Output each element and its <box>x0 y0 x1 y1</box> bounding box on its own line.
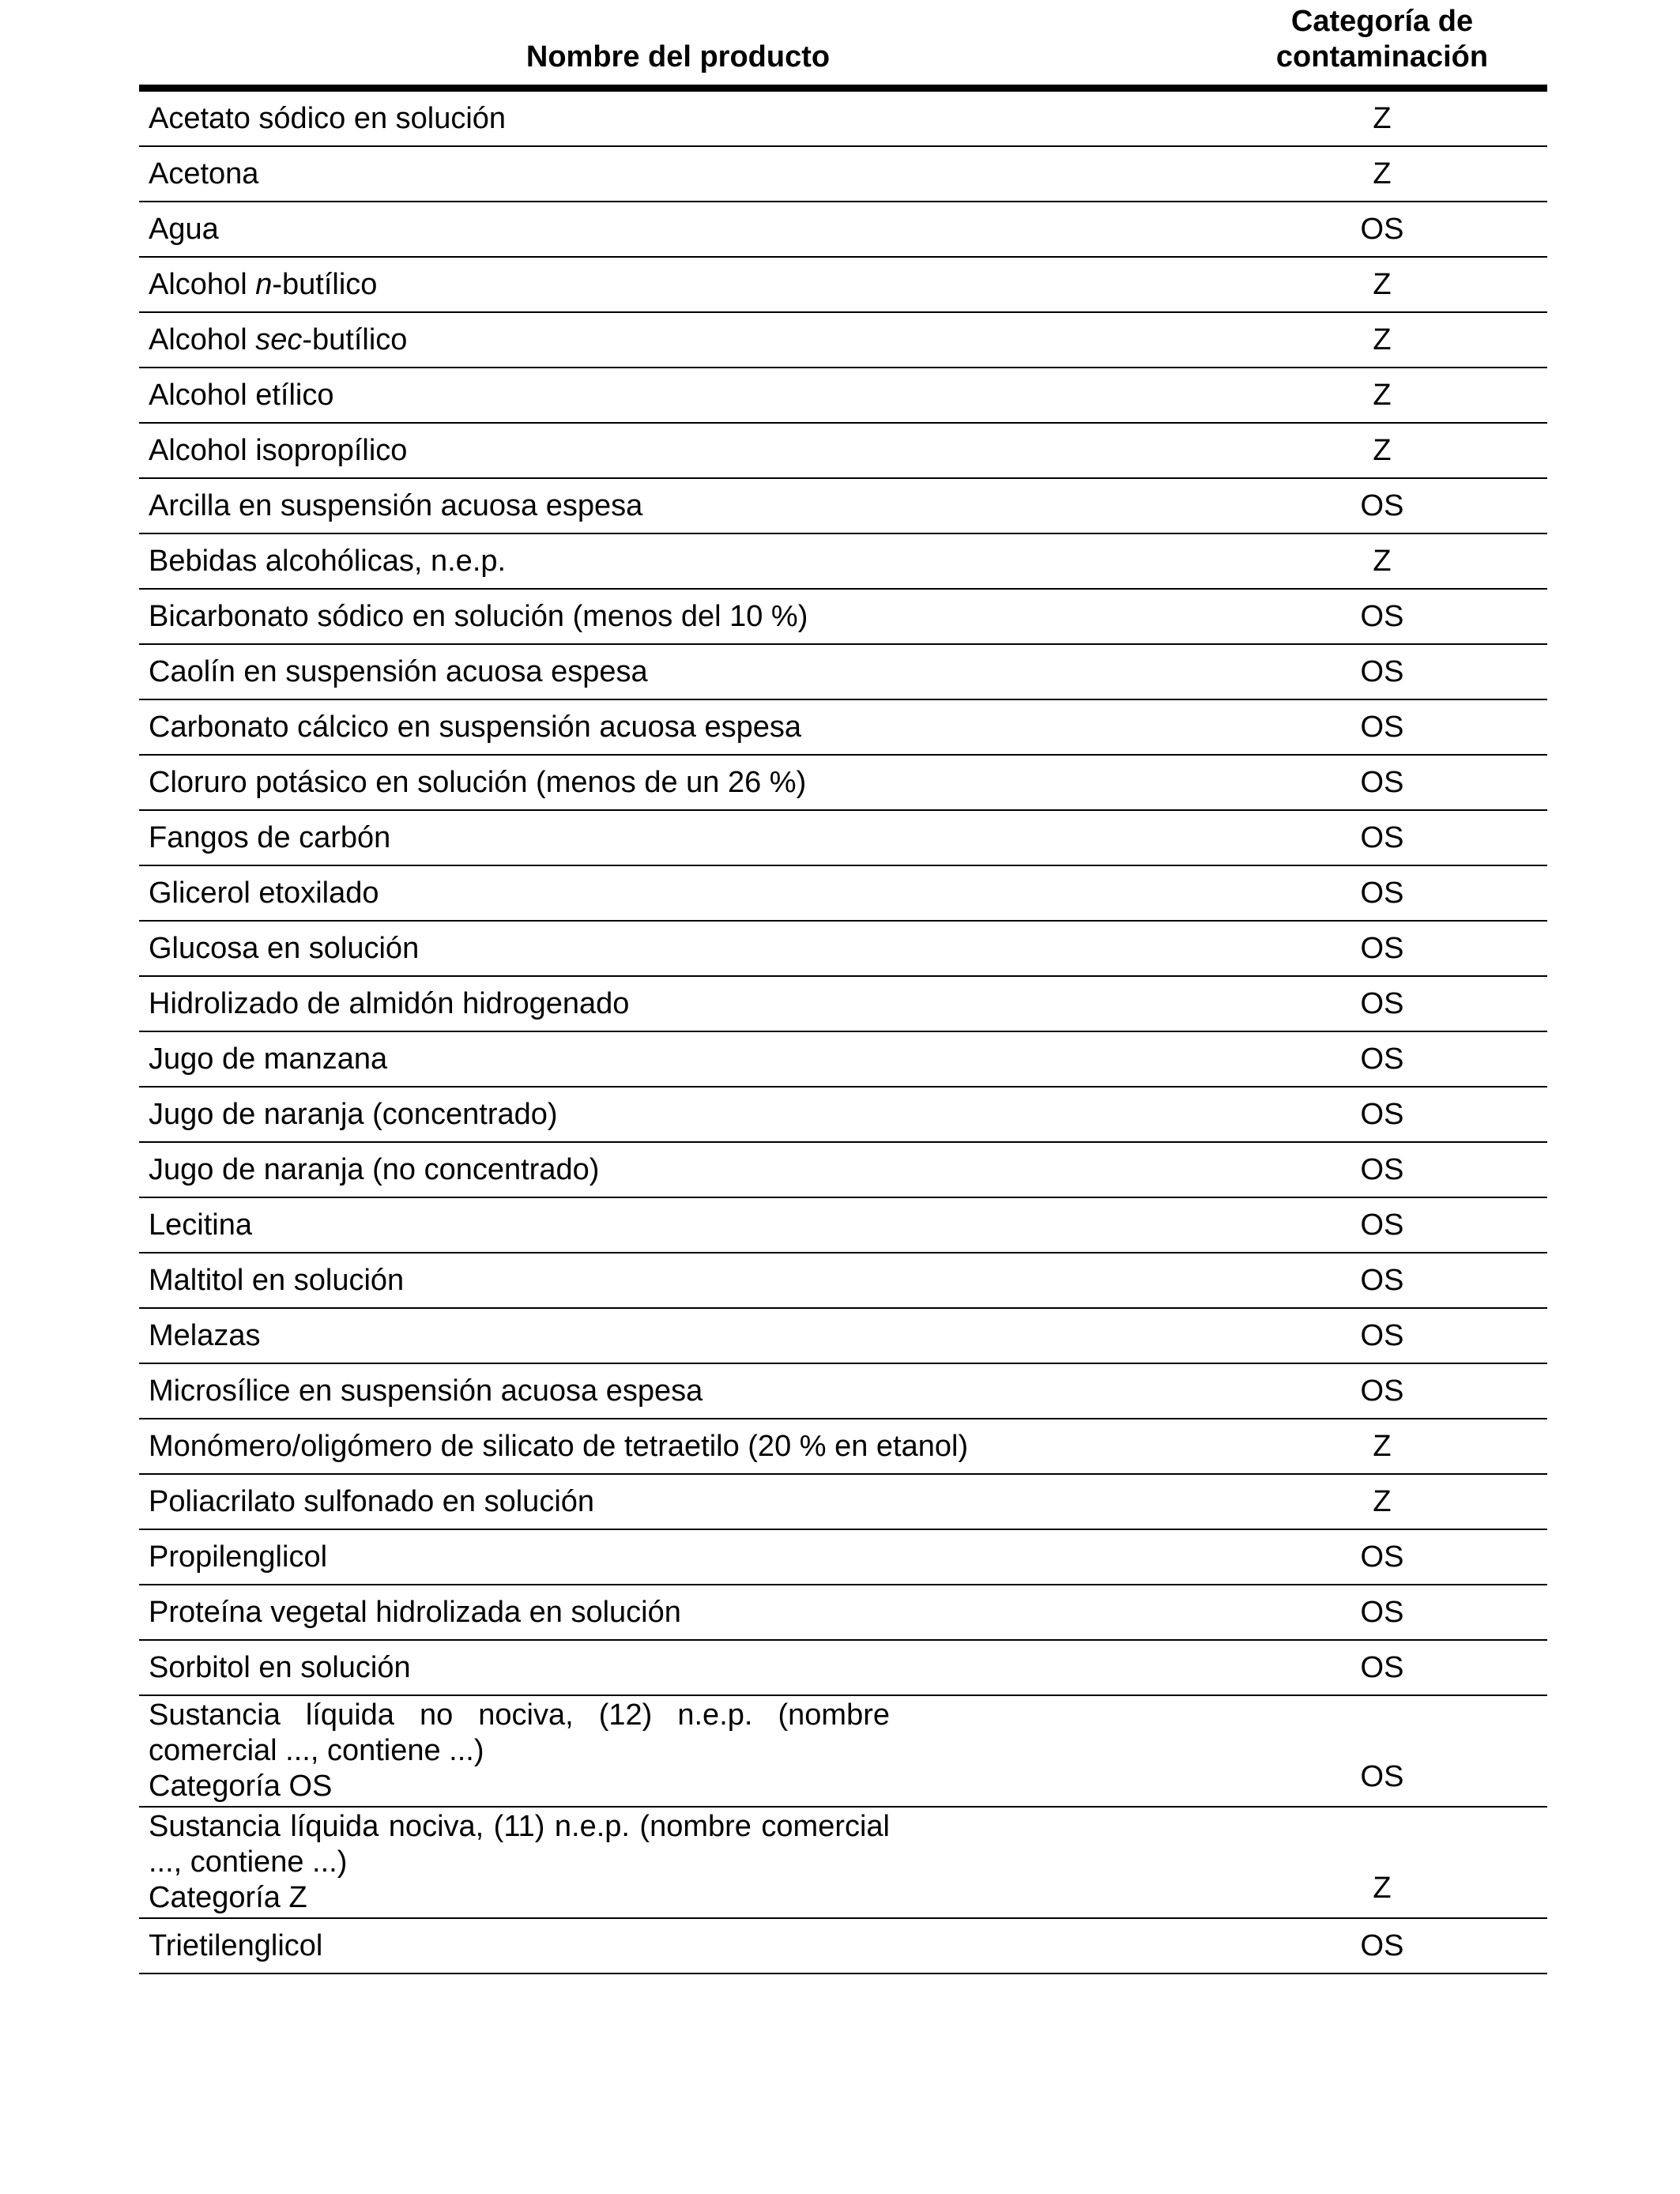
pollution-category: OS <box>1217 865 1547 921</box>
pollution-category: OS <box>1217 921 1547 976</box>
table-row <box>139 89 1547 147</box>
product-name-line2: Categoría OS <box>149 1770 333 1803</box>
product-name-italic: sec <box>255 322 303 356</box>
table-row <box>139 1031 1547 1087</box>
pollution-category: OS <box>1217 1087 1547 1142</box>
table-row <box>139 1197 1547 1253</box>
pollution-category: OS <box>1217 1695 1547 1807</box>
pollution-category: OS <box>1217 644 1547 699</box>
pollution-category: OS <box>1217 1918 1547 1973</box>
pollution-category: Z <box>1217 312 1547 368</box>
pollution-category: OS <box>1217 202 1547 257</box>
product-name-line1: Sustancia líquida no nociva, (12) n.e.p. (nombre comercial ..., contiene ...) <box>149 1698 890 1767</box>
table-row <box>139 1087 1547 1142</box>
table-row <box>139 1585 1547 1640</box>
product-name-line1: Sustancia líquida nociva, (11) n.e.p. (nombre comercial ..., contiene ...) <box>149 1810 890 1879</box>
table-row <box>139 589 1547 644</box>
product-name: Bicarbonato sódico en solución (menos del 10 %) <box>139 589 1217 644</box>
table-header <box>139 0 1547 89</box>
table-row <box>139 1308 1547 1363</box>
product-name: Fangos de carbón <box>139 810 1217 865</box>
product-name: Poliacrilato sulfonado en solución <box>139 1474 1217 1529</box>
table-row <box>139 146 1547 202</box>
table-row <box>139 533 1547 589</box>
product-name: Lecitina <box>139 1197 1217 1253</box>
product-name: Melazas <box>139 1308 1217 1363</box>
product-name <box>139 312 1217 368</box>
table-row <box>139 865 1547 921</box>
pollution-category: OS <box>1217 1529 1547 1585</box>
table-row <box>139 1253 1547 1308</box>
pollution-category: Z <box>1217 146 1547 202</box>
pollution-category: Z <box>1217 257 1547 312</box>
product-name: Glicerol etoxilado <box>139 865 1217 921</box>
product-name: Glucosa en solución <box>139 921 1217 976</box>
product-name: Jugo de naranja (no concentrado) <box>139 1142 1217 1197</box>
product-name: Arcilla en suspensión acuosa espesa <box>139 478 1217 533</box>
pollution-category: OS <box>1217 1197 1547 1253</box>
product-name <box>139 1807 1217 1918</box>
product-name-italic: n <box>255 267 273 301</box>
table-row <box>139 1529 1547 1585</box>
table-row <box>139 312 1547 368</box>
product-name: Jugo de naranja (concentrado) <box>139 1087 1217 1142</box>
product-name: Sorbitol en solución <box>139 1640 1217 1695</box>
product-name: Maltitol en solución <box>139 1253 1217 1308</box>
pollution-category: OS <box>1217 478 1547 533</box>
table-row <box>139 1640 1547 1695</box>
header-product-name: Nombre del producto <box>139 0 1217 89</box>
pollution-category: OS <box>1217 1253 1547 1308</box>
table-row <box>139 1918 1547 1973</box>
pollution-category: OS <box>1217 1363 1547 1419</box>
product-name: Monómero/oligómero de silicato de tetraetilo (20 % en etanol) <box>139 1419 1217 1474</box>
table-row <box>139 257 1547 312</box>
product-name: Proteína vegetal hidrolizada en solución <box>139 1585 1217 1640</box>
product-name <box>139 1695 1217 1807</box>
header-category-line1: Categoría de <box>1290 5 1474 38</box>
product-name <box>139 257 1217 312</box>
pollution-category: OS <box>1217 976 1547 1031</box>
pollution-category: Z <box>1217 368 1547 423</box>
pollution-category: Z <box>1217 89 1547 147</box>
table-row <box>139 368 1547 423</box>
product-name: Acetato sódico en solución <box>139 89 1217 147</box>
pollution-category: Z <box>1217 1474 1547 1529</box>
table-row <box>139 1419 1547 1474</box>
pollution-category: OS <box>1217 810 1547 865</box>
table-row <box>139 1807 1547 1918</box>
table-row <box>139 1363 1547 1419</box>
table-row <box>139 202 1547 257</box>
pollution-category: Z <box>1217 1419 1547 1474</box>
product-name: Microsílice en suspensión acuosa espesa <box>139 1363 1217 1419</box>
product-name-line2: Categoría Z <box>149 1881 307 1914</box>
pollution-category: OS <box>1217 1142 1547 1197</box>
product-name: Carbonato cálcico en suspensión acuosa espesa <box>139 699 1217 755</box>
table-row <box>139 921 1547 976</box>
table-row <box>139 976 1547 1031</box>
product-name: Caolín en suspensión acuosa espesa <box>139 644 1217 699</box>
table-row <box>139 699 1547 755</box>
pollution-category: OS <box>1217 699 1547 755</box>
product-name: Cloruro potásico en solución (menos de un 26 %) <box>139 755 1217 810</box>
table-row <box>139 478 1547 533</box>
product-name-suffix: -butílico <box>272 267 378 301</box>
product-name: Acetona <box>139 146 1217 202</box>
pollution-category: Z <box>1217 423 1547 478</box>
product-name: Alcohol etílico <box>139 368 1217 423</box>
product-name: Trietilenglicol <box>139 1918 1217 1973</box>
header-row <box>139 0 1547 89</box>
product-name-suffix: -butílico <box>302 322 408 356</box>
pollution-category: OS <box>1217 1585 1547 1640</box>
product-name-prefix: Alcohol <box>149 322 256 356</box>
table-row <box>139 644 1547 699</box>
table-row <box>139 1695 1547 1807</box>
header-pollution-category <box>1217 0 1547 89</box>
product-name: Alcohol isopropílico <box>139 423 1217 478</box>
table-row <box>139 755 1547 810</box>
product-name: Jugo de manzana <box>139 1031 1217 1087</box>
table-row <box>139 423 1547 478</box>
table-row <box>139 1142 1547 1197</box>
table-body <box>139 89 1547 1974</box>
pollution-category: OS <box>1217 1308 1547 1363</box>
product-name-prefix: Alcohol <box>149 267 256 301</box>
pollution-category: OS <box>1217 755 1547 810</box>
product-name: Agua <box>139 202 1217 257</box>
pollution-category: OS <box>1217 1031 1547 1087</box>
pollution-category: OS <box>1217 1640 1547 1695</box>
pollution-category: OS <box>1217 589 1547 644</box>
product-name: Hidrolizado de almidón hidrogenado <box>139 976 1217 1031</box>
pollution-category: Z <box>1217 533 1547 589</box>
product-name: Propilenglicol <box>139 1529 1217 1585</box>
pollution-category: Z <box>1217 1807 1547 1918</box>
table-row <box>139 1474 1547 1529</box>
product-name: Bebidas alcohólicas, n.e.p. <box>139 533 1217 589</box>
table-row <box>139 810 1547 865</box>
header-category-line2: contaminación <box>1275 40 1489 74</box>
product-table <box>139 0 1547 1974</box>
